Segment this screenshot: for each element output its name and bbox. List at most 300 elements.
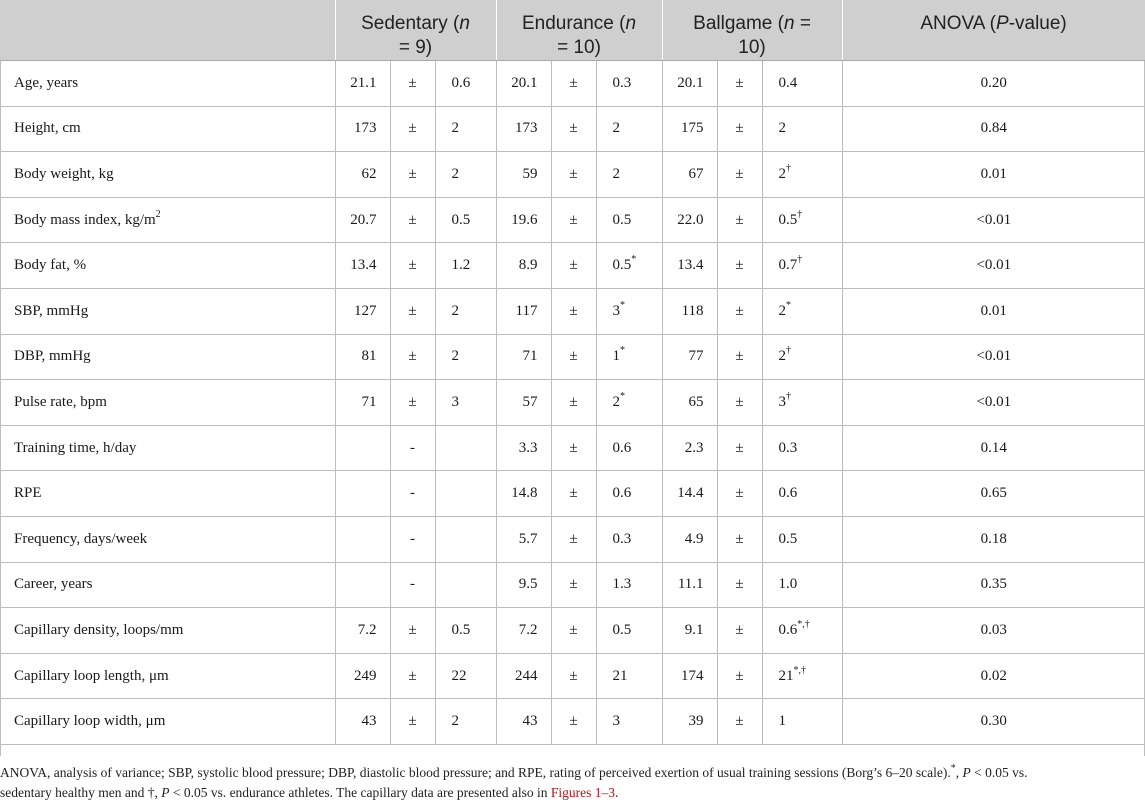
anova-p-value bbox=[842, 653, 1145, 699]
sedentary-pm-text: ± bbox=[408, 348, 417, 365]
endurance-sd-text: 0.6 bbox=[612, 485, 632, 502]
anova-p-value bbox=[842, 380, 1145, 426]
sedentary-mean-text: 249 bbox=[354, 667, 377, 684]
caption-p1: P bbox=[962, 765, 971, 780]
sedentary-sd-text: 2 bbox=[451, 165, 459, 182]
caption-sup: * bbox=[950, 762, 956, 774]
ballgame-sd-text: 2 bbox=[778, 302, 787, 319]
sedentary-mean-text: 173 bbox=[354, 120, 377, 137]
ballgame-pm-text: ± bbox=[735, 257, 744, 274]
endurance-sd bbox=[596, 152, 662, 198]
endurance-sd bbox=[596, 61, 662, 107]
caption-p2: P bbox=[161, 785, 170, 800]
endurance-sd bbox=[596, 197, 662, 243]
endurance-mean bbox=[496, 471, 551, 517]
sedentary-pm-text: ± bbox=[408, 257, 417, 274]
endurance-mean-text: 59 bbox=[522, 165, 538, 182]
anova-p-value-text: 0.18 bbox=[980, 530, 1007, 547]
ballgame-sd bbox=[762, 516, 842, 562]
endurance-pm-text: ± bbox=[569, 120, 578, 137]
ballgame-sd bbox=[762, 699, 842, 745]
endurance-sd-text: 3 bbox=[612, 713, 620, 730]
ballgame-mean bbox=[662, 334, 717, 380]
endurance-pm bbox=[551, 608, 596, 654]
ballgame-pm bbox=[717, 197, 762, 243]
ballgame-mean-text: 65 bbox=[688, 393, 704, 410]
sedentary-mean bbox=[335, 471, 390, 517]
sedentary-mean-text: 7.2 bbox=[357, 621, 377, 638]
ballgame-pm-text: ± bbox=[735, 576, 744, 593]
row-label-text: Height, cm bbox=[14, 120, 81, 137]
endurance-sd bbox=[596, 380, 662, 426]
ballgame-sd bbox=[762, 243, 842, 289]
ballgame-pm bbox=[717, 608, 762, 654]
ballgame-mean bbox=[662, 562, 717, 608]
endurance-pm-text: ± bbox=[569, 621, 578, 638]
anova-p-value-text: 0.84 bbox=[980, 120, 1007, 137]
header-ballgame: Ballgame (n = 10) bbox=[662, 0, 842, 61]
figures-link[interactable]: Figures 1–3 bbox=[550, 785, 616, 800]
endurance-sd-text: 0.5 bbox=[612, 257, 632, 274]
anova-p-value-text: 0.20 bbox=[980, 74, 1007, 91]
endurance-sd-text: 2 bbox=[612, 165, 620, 182]
endurance-pm-text: ± bbox=[569, 667, 578, 684]
anova-p-value-text: 0.03 bbox=[980, 621, 1007, 638]
endurance-pm-text: ± bbox=[569, 439, 578, 456]
endurance-mean bbox=[496, 380, 551, 426]
endurance-sd-marker: * bbox=[620, 299, 625, 311]
ballgame-sd-text: 0.3 bbox=[778, 439, 798, 456]
ballgame-mean bbox=[662, 197, 717, 243]
endurance-mean bbox=[496, 608, 551, 654]
sedentary-mean-text: 20.7 bbox=[350, 211, 377, 228]
endurance-mean-text: 19.6 bbox=[511, 211, 538, 228]
row-label-text: Age, years bbox=[14, 74, 79, 91]
sedentary-sd bbox=[435, 61, 496, 107]
anova-p-value bbox=[842, 61, 1145, 107]
sedentary-pm bbox=[390, 699, 435, 745]
ballgame-pm bbox=[717, 562, 762, 608]
ballgame-mean-text: 2.3 bbox=[684, 439, 704, 456]
ballgame-pm bbox=[717, 380, 762, 426]
endurance-pm bbox=[551, 61, 596, 107]
anova-p-value-text: <0.01 bbox=[976, 348, 1012, 365]
caption-text-2: , bbox=[955, 765, 963, 780]
sedentary-pm bbox=[390, 562, 435, 608]
row-label-marker: 2 bbox=[155, 208, 161, 220]
sedentary-sd bbox=[435, 653, 496, 699]
header-anova-prefix: ANOVA ( bbox=[920, 13, 996, 34]
ballgame-sd-text: 0.5 bbox=[778, 211, 798, 228]
anova-p-value-text: 0.65 bbox=[980, 485, 1007, 502]
sedentary-mean bbox=[335, 516, 390, 562]
endurance-mean-text: 20.1 bbox=[511, 74, 538, 91]
endurance-mean bbox=[496, 106, 551, 152]
ballgame-pm-text: ± bbox=[735, 621, 744, 638]
table-row bbox=[0, 516, 1145, 562]
endurance-sd-text: 3 bbox=[612, 302, 620, 319]
anova-p-value bbox=[842, 699, 1145, 745]
sedentary-pm bbox=[390, 380, 435, 426]
endurance-mean-text: 3.3 bbox=[518, 439, 538, 456]
ballgame-sd bbox=[762, 152, 842, 198]
endurance-mean-text: 244 bbox=[515, 667, 538, 684]
ballgame-sd-marker: † bbox=[797, 254, 803, 266]
sedentary-mean bbox=[335, 608, 390, 654]
endurance-sd bbox=[596, 471, 662, 517]
row-label-text: Capillary loop length, μm bbox=[14, 667, 169, 684]
sedentary-pm-text: - bbox=[410, 439, 415, 456]
endurance-sd-text: 2 bbox=[612, 393, 620, 410]
sedentary-sd bbox=[435, 516, 496, 562]
ballgame-pm bbox=[717, 516, 762, 562]
sedentary-mean bbox=[335, 380, 390, 426]
ballgame-sd bbox=[762, 471, 842, 517]
sedentary-sd-text: 0.5 bbox=[451, 621, 471, 638]
ballgame-sd-text: 21 bbox=[778, 667, 794, 684]
endurance-mean-text: 71 bbox=[522, 348, 538, 365]
endurance-pm bbox=[551, 653, 596, 699]
row-label-text: Training time, h/day bbox=[14, 439, 137, 456]
endurance-pm bbox=[551, 288, 596, 334]
header-ballgame-name: Ballgame ( bbox=[693, 13, 784, 34]
sedentary-sd bbox=[435, 471, 496, 517]
ballgame-mean-text: 4.9 bbox=[684, 530, 704, 547]
endurance-sd-text: 0.3 bbox=[612, 530, 632, 547]
sedentary-pm bbox=[390, 61, 435, 107]
table-row bbox=[0, 288, 1145, 334]
sedentary-pm bbox=[390, 608, 435, 654]
sedentary-mean bbox=[335, 699, 390, 745]
ballgame-sd-marker: *,† bbox=[797, 618, 810, 630]
ballgame-pm bbox=[717, 243, 762, 289]
table-row bbox=[0, 471, 1145, 517]
sedentary-mean-text: 71 bbox=[361, 393, 377, 410]
ballgame-sd-text: 2 bbox=[778, 120, 787, 137]
endurance-pm-text: ± bbox=[569, 165, 578, 182]
caption-text-6: . bbox=[615, 785, 619, 800]
row-label bbox=[0, 653, 335, 699]
endurance-sd-marker: * bbox=[620, 345, 625, 357]
ballgame-sd-marker: † bbox=[786, 390, 792, 402]
endurance-mean-text: 5.7 bbox=[518, 530, 538, 547]
header-sedentary bbox=[335, 0, 496, 61]
endurance-mean bbox=[496, 425, 551, 471]
endurance-sd-marker: * bbox=[620, 390, 625, 402]
endurance-mean-text: 8.9 bbox=[518, 257, 538, 274]
ballgame-sd-text: 1.0 bbox=[778, 576, 798, 593]
sedentary-pm-text: ± bbox=[408, 74, 417, 91]
endurance-mean bbox=[496, 334, 551, 380]
sedentary-sd-text: 22 bbox=[451, 667, 467, 684]
sedentary-sd-text: 0.5 bbox=[451, 211, 471, 228]
endurance-sd-text: 1.3 bbox=[612, 576, 632, 593]
endurance-sd-text: 0.6 bbox=[612, 439, 632, 456]
ballgame-mean bbox=[662, 608, 717, 654]
endurance-pm-text: ± bbox=[569, 211, 578, 228]
header-anova bbox=[842, 0, 1145, 61]
ballgame-mean-text: 174 bbox=[681, 667, 704, 684]
endurance-mean-text: 14.8 bbox=[511, 485, 538, 502]
row-label bbox=[0, 516, 335, 562]
row-label-text: Capillary loop width, μm bbox=[14, 713, 166, 730]
anova-p-value bbox=[842, 425, 1145, 471]
row-label bbox=[0, 106, 335, 152]
table-header-row bbox=[0, 0, 1145, 61]
anova-p-value bbox=[842, 562, 1145, 608]
row-label-text: Body mass index, kg/m bbox=[14, 211, 156, 228]
anova-p-value-text: 0.14 bbox=[980, 439, 1007, 456]
row-label bbox=[0, 471, 335, 517]
sedentary-pm-text: - bbox=[410, 485, 415, 502]
endurance-pm-text: ± bbox=[569, 713, 578, 730]
sedentary-sd bbox=[435, 197, 496, 243]
header-ballgame-count: 10) bbox=[738, 37, 766, 58]
sedentary-sd bbox=[435, 106, 496, 152]
row-label bbox=[0, 243, 335, 289]
ballgame-mean bbox=[662, 471, 717, 517]
sedentary-sd-text: 1.2 bbox=[451, 257, 471, 274]
ballgame-pm-text: ± bbox=[735, 302, 744, 319]
ballgame-pm bbox=[717, 288, 762, 334]
endurance-mean bbox=[496, 516, 551, 562]
endurance-mean bbox=[496, 288, 551, 334]
endurance-mean-text: 117 bbox=[515, 302, 538, 319]
ballgame-sd-text: 0.6 bbox=[778, 485, 798, 502]
header-sedentary-name: Sedentary ( bbox=[361, 13, 460, 34]
row-label-text: DBP, mmHg bbox=[14, 348, 91, 365]
sedentary-mean bbox=[335, 106, 390, 152]
sedentary-sd bbox=[435, 380, 496, 426]
ballgame-pm-text: ± bbox=[735, 393, 744, 410]
caption-text-3: < 0.05 vs. bbox=[970, 765, 1028, 780]
ballgame-sd bbox=[762, 334, 842, 380]
endurance-pm-text: ± bbox=[569, 74, 578, 91]
ballgame-mean-text: 175 bbox=[681, 120, 704, 137]
ballgame-sd bbox=[762, 288, 842, 334]
endurance-pm bbox=[551, 243, 596, 289]
anova-p-value-text: <0.01 bbox=[976, 211, 1012, 228]
endurance-mean bbox=[496, 699, 551, 745]
ballgame-pm-text: ± bbox=[735, 667, 744, 684]
table-row bbox=[0, 653, 1145, 699]
table-row bbox=[0, 61, 1145, 107]
ballgame-mean bbox=[662, 425, 717, 471]
table-row bbox=[0, 106, 1145, 152]
endurance-sd bbox=[596, 288, 662, 334]
ballgame-mean-text: 77 bbox=[688, 348, 704, 365]
header-sedentary-n: n bbox=[459, 13, 470, 34]
table-row bbox=[0, 152, 1145, 198]
ballgame-mean-text: 11.1 bbox=[677, 576, 704, 593]
ballgame-sd bbox=[762, 608, 842, 654]
endurance-pm bbox=[551, 380, 596, 426]
header-empty-cell bbox=[0, 0, 335, 61]
sedentary-mean bbox=[335, 562, 390, 608]
endurance-pm bbox=[551, 516, 596, 562]
header-endurance bbox=[496, 0, 662, 61]
sedentary-pm bbox=[390, 425, 435, 471]
endurance-sd-marker: * bbox=[631, 254, 637, 266]
header-sedentary-count: = 9) bbox=[398, 37, 433, 58]
sedentary-sd-text: 2 bbox=[451, 348, 459, 365]
row-label-text: Body fat, % bbox=[14, 257, 87, 274]
ballgame-sd bbox=[762, 106, 842, 152]
sedentary-sd bbox=[435, 288, 496, 334]
sedentary-mean bbox=[335, 425, 390, 471]
row-label-text: Body weight, kg bbox=[14, 165, 114, 182]
ballgame-pm bbox=[717, 334, 762, 380]
sedentary-pm-text: ± bbox=[408, 393, 417, 410]
sedentary-sd bbox=[435, 699, 496, 745]
ballgame-sd-text: 2 bbox=[778, 165, 787, 182]
endurance-sd-text: 0.3 bbox=[612, 74, 632, 91]
ballgame-sd-text: 0.4 bbox=[778, 74, 798, 91]
endurance-mean bbox=[496, 152, 551, 198]
endurance-sd bbox=[596, 334, 662, 380]
sedentary-sd bbox=[435, 152, 496, 198]
sedentary-pm-text: ± bbox=[408, 165, 417, 182]
ballgame-mean-text: 67 bbox=[688, 165, 704, 182]
endurance-mean bbox=[496, 61, 551, 107]
ballgame-sd bbox=[762, 61, 842, 107]
ballgame-mean-text: 14.4 bbox=[677, 485, 704, 502]
ballgame-mean-text: 9.1 bbox=[684, 621, 704, 638]
sedentary-mean bbox=[335, 243, 390, 289]
sedentary-pm bbox=[390, 197, 435, 243]
endurance-sd-text: 0.5 bbox=[612, 211, 632, 228]
sedentary-pm bbox=[390, 471, 435, 517]
endurance-mean bbox=[496, 243, 551, 289]
ballgame-mean-text: 118 bbox=[681, 302, 704, 319]
endurance-pm-text: ± bbox=[569, 348, 578, 365]
ballgame-sd-text: 2 bbox=[778, 348, 787, 365]
row-label bbox=[0, 334, 335, 380]
ballgame-sd-marker: † bbox=[797, 208, 803, 220]
anova-p-value bbox=[842, 471, 1145, 517]
endurance-pm bbox=[551, 699, 596, 745]
ballgame-mean bbox=[662, 61, 717, 107]
endurance-pm-text: ± bbox=[569, 257, 578, 274]
sedentary-sd bbox=[435, 608, 496, 654]
table-row bbox=[0, 243, 1145, 289]
sedentary-pm bbox=[390, 653, 435, 699]
table-caption bbox=[0, 763, 1140, 803]
sedentary-sd bbox=[435, 425, 496, 471]
row-label-text: Pulse rate, bpm bbox=[14, 393, 107, 410]
endurance-sd bbox=[596, 653, 662, 699]
ballgame-pm-text: ± bbox=[735, 348, 744, 365]
sedentary-sd-text: 3 bbox=[451, 393, 459, 410]
table-row bbox=[0, 380, 1145, 426]
endurance-pm bbox=[551, 425, 596, 471]
endurance-pm-text: ± bbox=[569, 393, 578, 410]
row-label-text: Capillary density, loops/mm bbox=[14, 621, 184, 638]
endurance-pm bbox=[551, 197, 596, 243]
sedentary-sd bbox=[435, 243, 496, 289]
ballgame-mean bbox=[662, 516, 717, 562]
row-label-text: Career, years bbox=[14, 576, 93, 593]
row-label bbox=[0, 608, 335, 654]
sedentary-pm bbox=[390, 106, 435, 152]
sedentary-pm-text: ± bbox=[408, 621, 417, 638]
ballgame-sd-marker: *,† bbox=[793, 664, 807, 676]
anova-p-value bbox=[842, 243, 1145, 289]
endurance-sd-text: 1 bbox=[612, 348, 620, 365]
endurance-pm bbox=[551, 471, 596, 517]
ballgame-pm bbox=[717, 699, 762, 745]
ballgame-pm-text: ± bbox=[735, 165, 744, 182]
ballgame-pm bbox=[717, 152, 762, 198]
anova-p-value bbox=[842, 152, 1145, 198]
anova-p-value bbox=[842, 334, 1145, 380]
endurance-mean bbox=[496, 197, 551, 243]
anova-p-value-text: 0.02 bbox=[980, 667, 1007, 684]
ballgame-pm bbox=[717, 653, 762, 699]
endurance-pm bbox=[551, 152, 596, 198]
sedentary-sd-text: 2 bbox=[451, 713, 459, 730]
endurance-mean-text: 43 bbox=[522, 713, 538, 730]
sedentary-mean-text: 21.1 bbox=[350, 74, 377, 91]
ballgame-pm-text: ± bbox=[735, 120, 744, 137]
ballgame-pm-text: ± bbox=[735, 713, 744, 730]
table-row bbox=[0, 425, 1145, 471]
endurance-mean-text: 57 bbox=[522, 393, 538, 410]
sedentary-pm bbox=[390, 516, 435, 562]
table-row bbox=[0, 197, 1145, 243]
sedentary-sd bbox=[435, 562, 496, 608]
anova-p-value bbox=[842, 197, 1145, 243]
ballgame-sd-text: 0.7 bbox=[778, 257, 798, 274]
ballgame-mean-text: 39 bbox=[688, 713, 704, 730]
sedentary-pm-text: - bbox=[410, 530, 415, 547]
ballgame-mean bbox=[662, 288, 717, 334]
ballgame-pm-text: ± bbox=[735, 530, 744, 547]
ballgame-sd-marker: † bbox=[786, 162, 792, 174]
anova-p-value-text: 0.30 bbox=[980, 713, 1007, 730]
endurance-mean-text: 173 bbox=[515, 120, 538, 137]
row-label-text: RPE bbox=[14, 485, 42, 502]
ballgame-pm-text: ± bbox=[735, 211, 744, 228]
header-anova-suffix: -value) bbox=[1008, 13, 1067, 34]
table-row bbox=[0, 562, 1145, 608]
endurance-sd-text: 21 bbox=[612, 667, 628, 684]
sedentary-mean bbox=[335, 152, 390, 198]
ballgame-mean-text: 22.0 bbox=[677, 211, 704, 228]
table-row bbox=[0, 334, 1145, 380]
sedentary-pm-text: ± bbox=[408, 302, 417, 319]
sedentary-pm bbox=[390, 288, 435, 334]
anova-p-value-text: <0.01 bbox=[976, 393, 1012, 410]
endurance-mean bbox=[496, 562, 551, 608]
ballgame-mean bbox=[662, 380, 717, 426]
endurance-mean-text: 9.5 bbox=[518, 576, 538, 593]
header-endurance-name: Endurance ( bbox=[521, 13, 626, 34]
ballgame-mean bbox=[662, 653, 717, 699]
sedentary-mean-text: 62 bbox=[361, 165, 377, 182]
row-label bbox=[0, 425, 335, 471]
endurance-pm-text: ± bbox=[569, 485, 578, 502]
ballgame-sd-text: 1 bbox=[778, 713, 787, 730]
ballgame-mean-text: 20.1 bbox=[677, 74, 704, 91]
caption-text-1: ANOVA, analysis of variance; SBP, systolic blood pressure; DBP, diastolic blood pressure; and RPE, rating of perceived exertion of usual training sessions (Borg’s 6–20 scale). bbox=[0, 765, 951, 780]
table-row bbox=[0, 608, 1145, 654]
header-endurance-count: = 10) bbox=[557, 37, 601, 58]
ballgame-pm bbox=[717, 471, 762, 517]
sedentary-pm bbox=[390, 152, 435, 198]
ballgame-mean bbox=[662, 243, 717, 289]
ballgame-sd-text: 0.5 bbox=[778, 530, 798, 547]
